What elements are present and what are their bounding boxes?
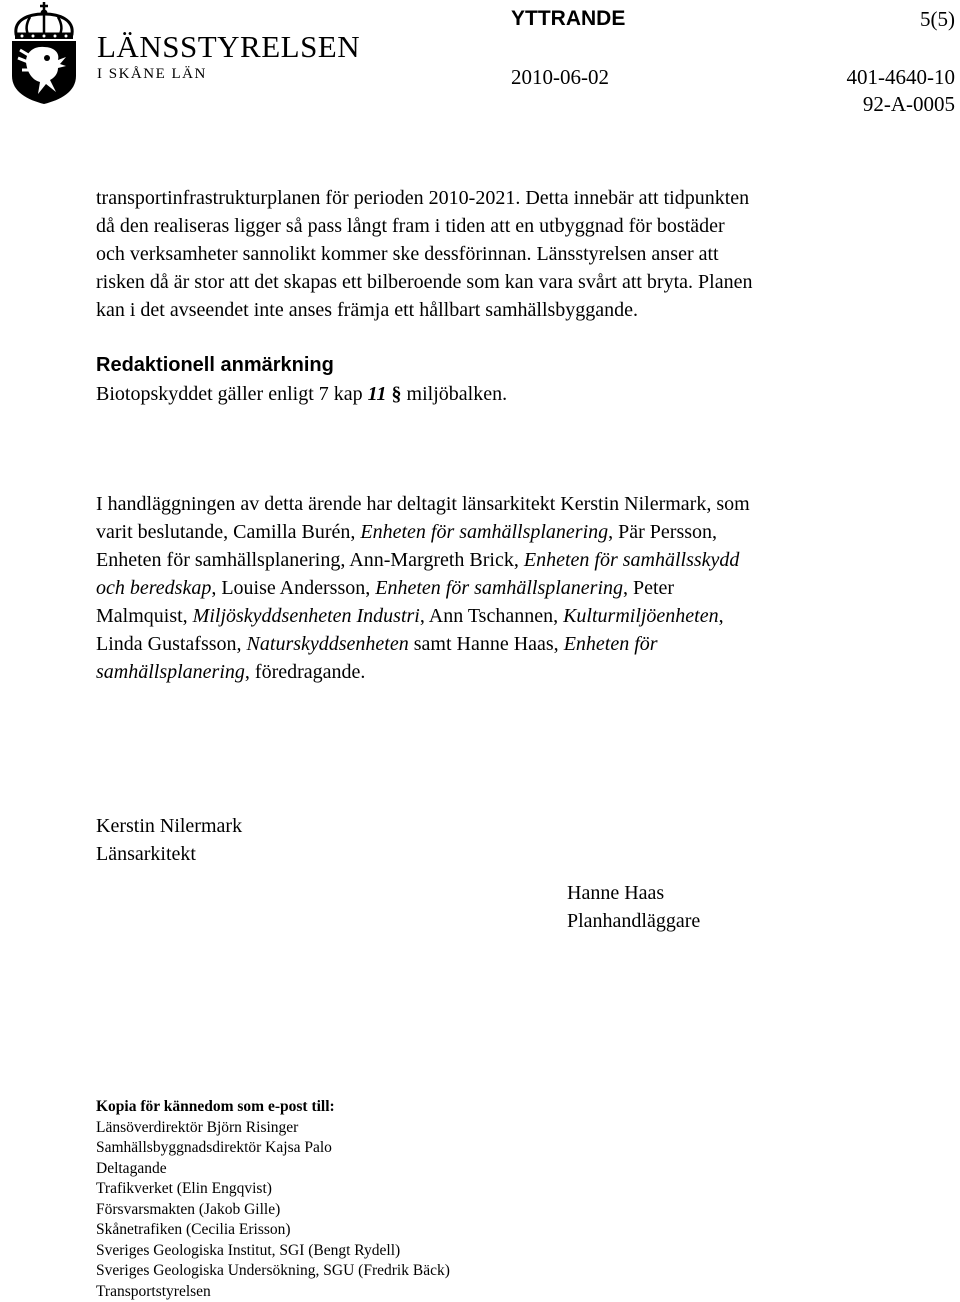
copies-title: Kopia för kännedom som e-post till: [96,1097,450,1118]
text-line: I handläggningen av detta ärende har deltagit länsarkitekt Kerstin Nilermark, som [96,490,856,518]
list-item: Transportstyrelsen [96,1282,450,1302]
text-line: Malmquist, Miljöskyddsenheten Industri, Ann Tschannen, Kulturmiljöenheten, [96,602,856,630]
note-text-end: miljöbalken. [402,383,508,405]
signer-title: Planhandläggare [567,907,700,935]
list-item: Sveriges Geologiska Undersökning, SGU (Fredrik Bäck) [96,1261,450,1282]
signer-name: Kerstin Nilermark [96,812,242,840]
list-item: Samhällsbyggnadsdirektör Kajsa Palo [96,1138,450,1159]
text-line: och beredskap, Louise Andersson, Enheten för samhällsplanering, Peter [96,574,856,602]
list-item: Skånetrafiken (Cecilia Erisson) [96,1220,450,1241]
document-date: 2010-06-02 [511,66,609,89]
paragraph-1 [96,184,856,324]
signature-block-1 [96,812,242,868]
list-item: Trafikverket (Elin Engqvist) [96,1179,450,1200]
coat-of-arms-icon [0,0,92,105]
copy-recipients [96,1097,450,1302]
list-item: Länsöverdirektör Björn Risinger [96,1118,450,1139]
text-line: kan i det avseendet inte anses främja ett hållbart samhällsbyggande. [96,296,856,324]
list-item: Sveriges Geologiska Institut, SGI (Bengt Rydell) [96,1241,450,1262]
text-line: och verksamheter sannolikt kommer ske dessförinnan. Länsstyrelsen anser att [96,240,856,268]
text-line: samhällsplanering, föredragande. [96,658,856,686]
registration-number: 401-4640-10 [847,66,956,89]
section-heading: Redaktionell anmärkning [96,352,334,378]
secondary-reference: 92-A-0005 [863,93,955,116]
paragraph-participants [96,490,856,686]
list-item: Försvarsmakten (Jakob Gille) [96,1200,450,1221]
text-line: Enheten för samhällsplanering, Ann-Margreth Brick, Enheten för samhällsskydd [96,546,856,574]
page-number: 5(5) [920,8,955,31]
section-sign: § [392,383,402,405]
text-line: transportinfrastrukturplanen för perioden 2010-2021. Detta innebär att tidpunkten [96,184,856,212]
document-type: YTTRANDE [511,7,625,30]
editorial-note [96,380,507,408]
text-line: varit beslutande, Camilla Burén, Enheten för samhällsplanering, Pär Persson, [96,518,856,546]
logo-name: LÄNSSTYRELSEN [97,31,360,62]
text-line: då den realiseras ligger så pass långt fram i tiden att en utbyggnad för bostäder [96,212,856,240]
agency-logo [0,0,345,105]
signer-title: Länsarkitekt [96,840,242,868]
logo-subtitle: I SKÅNE LÄN [97,67,207,82]
text-line: risken då är stor att det skapas ett bilberoende som kan vara svårt att bryta. Planen [96,268,856,296]
list-item: Deltagande [96,1159,450,1180]
note-chapter: 11 [368,383,387,405]
note-text: Biotopskyddet gäller enligt 7 kap [96,383,368,405]
signature-block-2 [567,879,700,935]
signer-name: Hanne Haas [567,879,700,907]
text-line: Linda Gustafsson, Naturskyddsenheten samt Hanne Haas, Enheten för [96,630,856,658]
